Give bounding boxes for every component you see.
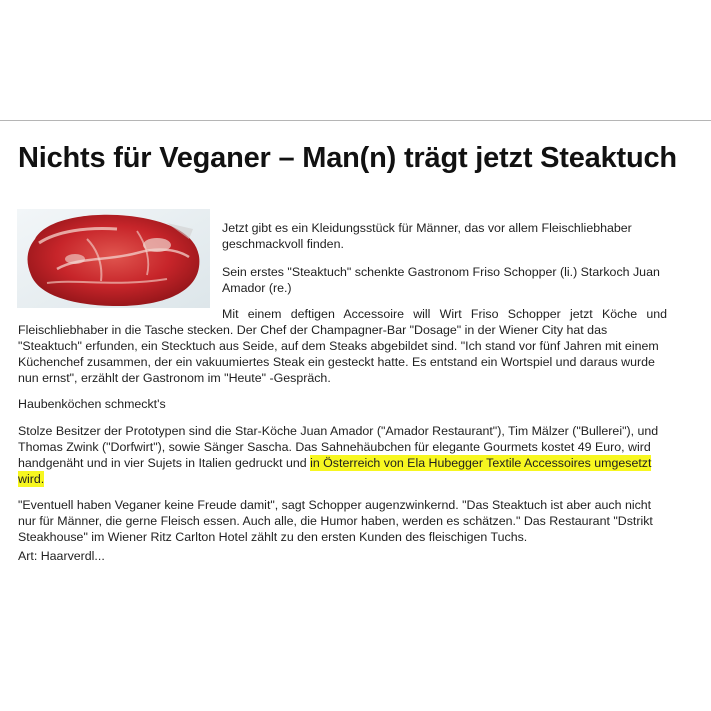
owners-paragraph [18,423,668,487]
body-paragraph-first-line: Mit einem deftigen Accessoire will Wirt Friso Schopper jetzt Köche und [222,307,667,321]
steak-image [17,209,210,308]
body-paragraph: Fleischliebhaber in die Tasche stecken. Der Chef der Champagner-Bar "Dosage" in der Wiener City hat das "Steaktuch" erfunden, ein Stecktuch aus Seide, auf dem Steaks abgebildet sind. "Ich stand vor fünf Jahren mit einem Küchenchef zusammen, der ein vakuumiertes Steak ein gesteckt hatte. Es entstand ein Wortspiel und daraus wurde nun ernst", erzählt der Gastronom im "Heute" -Gespräch. [18,323,659,385]
subheading: Haubenköchen schmeckt's [18,397,166,411]
top-divider [0,120,711,121]
owners-text: Stolze Besitzer der Prototypen sind die Star-Köche Juan Amador ("Amador Restaurant"), Tim Mälzer ("Bullerei"), und Thomas Zwink ("Dorfwirt"), sowie Sänger Sascha. Das Sahnehäubchen für elegante Gourmets kostet 49 Euro, wird handgenäht und in vier Sujets in Italien gedruckt und [18,424,659,470]
article-photo [17,209,210,308]
vegan-paragraph: "Eventuell haben Veganer keine Freude damit", sagt Schopper augenzwinkernd. "Das Steaktuch ist aber auch nicht nur für Männer, die gerne Fleisch essen. Auch alle, die Humor haben, werden es schätzen." Das Restaurant "Dstrikt Steakhouse" im Wiener Ritz Carlton Hotel zählt zu den ersten Kunden des fleischigen Tuchs. [18,498,653,544]
highlighted-text: in Österreich von Ela Hubegger Textile Accessoires umgesetzt wird. [18,456,652,486]
photo-caption: Sein erstes "Steaktuch" schenkte Gastronom Friso Schopper (li.) Starkoch Juan Amador (re.) [222,265,660,295]
cut-off-line: Art: Haarverdl... [18,549,105,563]
article-headline: Nichts für Veganer – Man(n) trägt jetzt Steaktuch [18,142,677,174]
intro-paragraph: Jetzt gibt es ein Kleidungsstück für Männer, das vor allem Fleischliebhaber geschmackvoll finden. [222,221,632,251]
